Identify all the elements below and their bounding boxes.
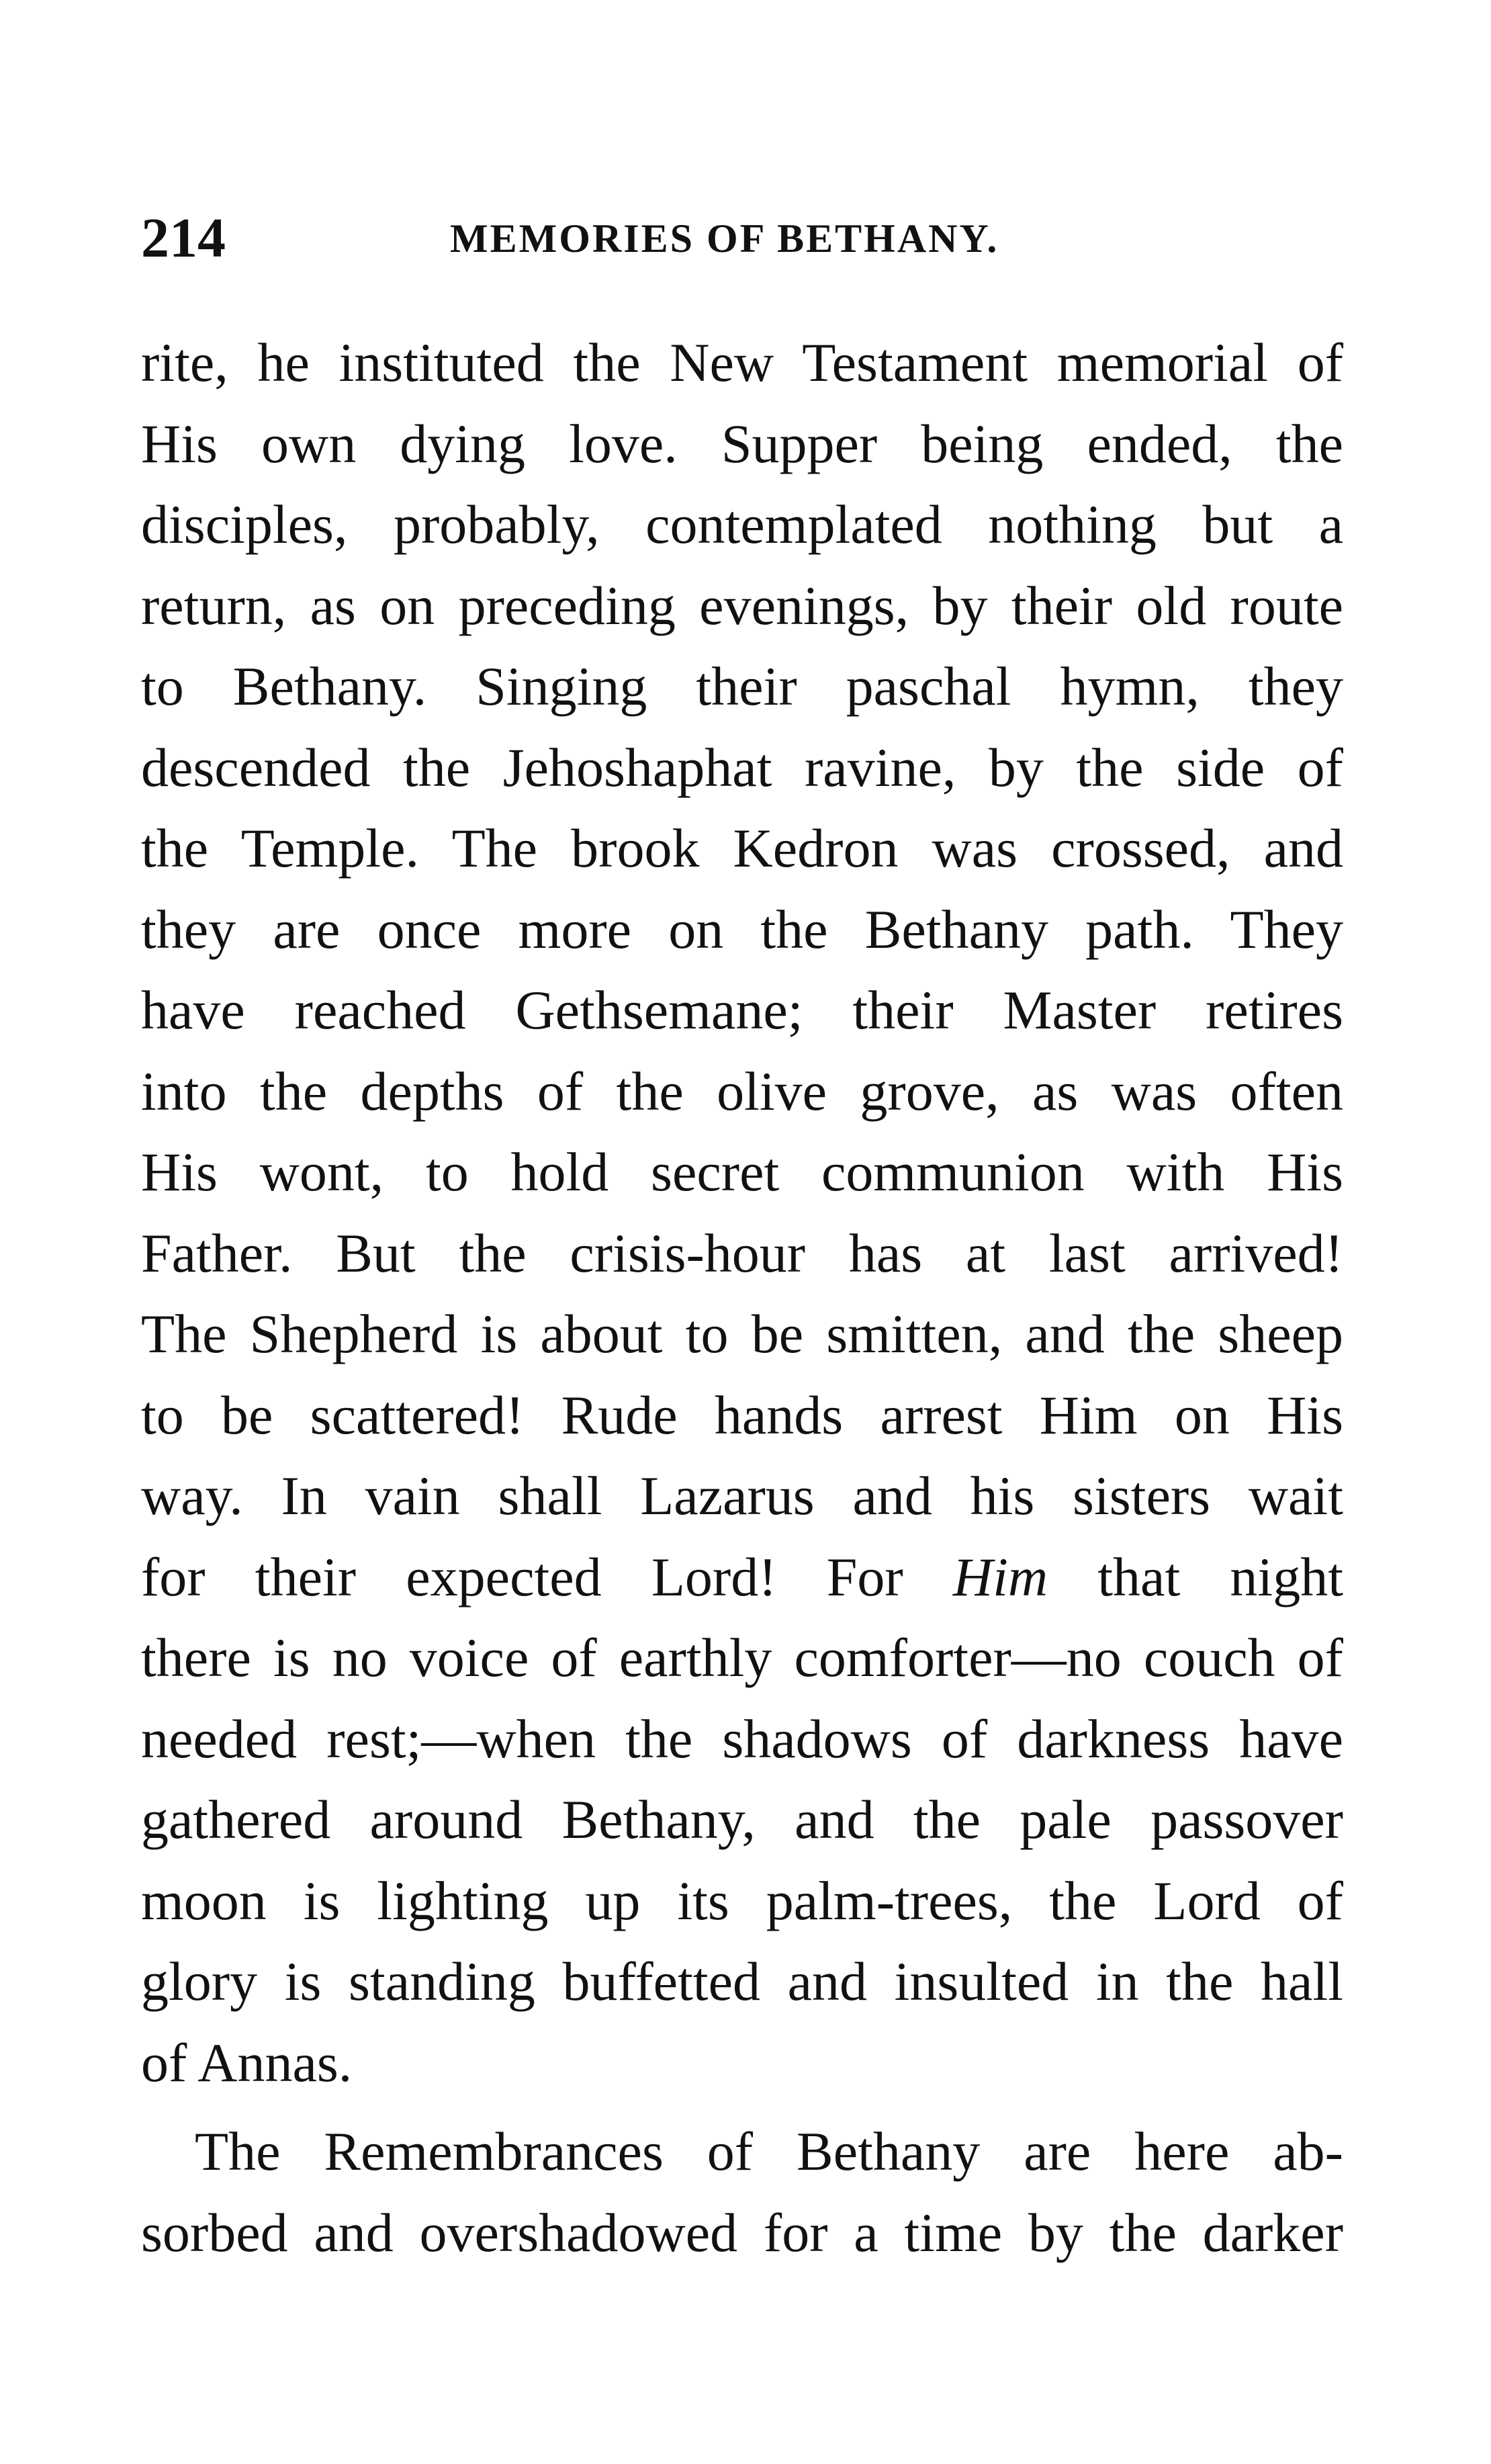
text-line: there is no voice of earthly comforter—no couch of [141, 1627, 1343, 1688]
running-title: MEMORIES OF BETHANY. [450, 216, 999, 261]
text-line: gathered around Bethany, and the pale passover [141, 1789, 1343, 1850]
text-line-with-emphasis [141, 1537, 1343, 1618]
text-line: glory is standing buffetted and insulted in the hall [141, 1951, 1343, 2012]
text-line: the Temple. The brook Kedron was crossed, and [141, 818, 1343, 879]
text-line: return, as on preceding evenings, by their old route [141, 574, 1343, 636]
body-text [141, 322, 1343, 2273]
text-line: descended the Jehoshaphat ravine, by the side of [141, 736, 1343, 798]
text-line: they are once more on the Bethany path. They [141, 898, 1343, 960]
text-line: way. In vain shall Lazarus and his sisters wait [141, 1465, 1343, 1526]
text-segment: for their expected Lord! For [141, 1546, 953, 1608]
text-line: disciples, probably, contemplated nothing but a [141, 494, 1343, 555]
text-line: to Bethany. Singing their paschal hymn, they [141, 656, 1343, 717]
text-line: His own dying love. Supper being ended, the [141, 412, 1343, 474]
text-line: into the depths of the olive grove, as was often [141, 1060, 1343, 1122]
paragraph-1 [141, 322, 1343, 2103]
text-line: Father. But the crisis-hour has at last arrived! [141, 1222, 1343, 1284]
text-segment: that night [1048, 1546, 1343, 1608]
text-line: The Remembrances of Bethany are here ab- [195, 2121, 1343, 2182]
text-line: to be scattered! Rude hands arrest Him on His [141, 1384, 1343, 1446]
text-line: The Shepherd is about to be smitten, and the sheep [141, 1303, 1343, 1364]
text-line: His wont, to hold secret communion with His [141, 1141, 1343, 1202]
text-line: needed rest;—when the shadows of darkness have [141, 1708, 1343, 1769]
emphasized-word: Him [952, 1546, 1048, 1608]
text-line: rite, he instituted the New Testament memorial of [141, 332, 1343, 393]
running-head [141, 202, 1343, 275]
paragraph-2 [141, 2111, 1343, 2273]
text-line: have reached Gethsemane; their Master retires [141, 979, 1343, 1041]
text-line: moon is lighting up its palm-trees, the Lord of [141, 1869, 1343, 1931]
text-line: of Annas. [141, 2031, 353, 2093]
page-number: 214 [141, 207, 226, 269]
text-line: sorbed and overshadowed for a time by the darker [141, 2201, 1343, 2263]
